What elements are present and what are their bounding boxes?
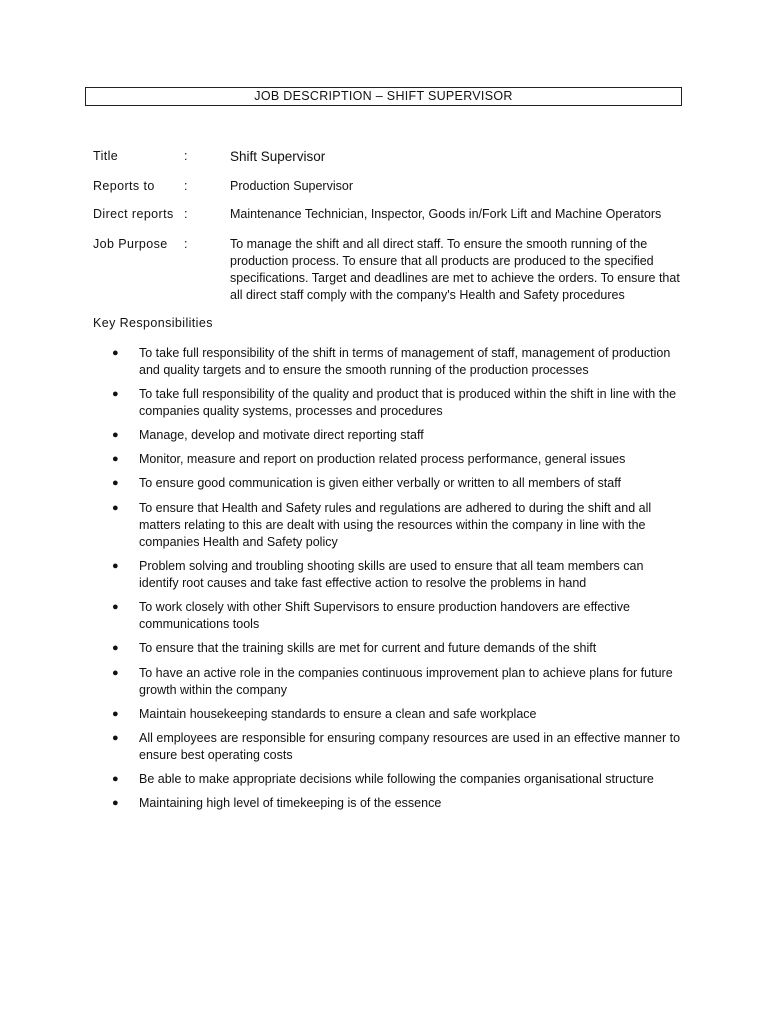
list-item-text: To take full responsibility of the quality and product that is produced within the shift in line with the companies quality systems, processes and procedures: [139, 387, 677, 418]
field-value: Production Supervisor: [230, 179, 353, 193]
list-item-text: To ensure good communication is given either verbally or written to all members of staff: [139, 476, 621, 490]
list-item-text: All employees are responsible for ensuring company resources are used in an effective manner to ensure best operating costs: [139, 731, 681, 762]
list-item-text: To ensure that the training skills are met for current and future demands of the shift: [139, 641, 597, 655]
list-item-text: Maintain housekeeping standards to ensure a clean and safe workplace: [139, 707, 537, 721]
field-value: Shift Supervisor: [230, 149, 326, 164]
bullet-icon: ●: [112, 388, 119, 400]
bullet-icon: ●: [112, 797, 119, 809]
field-colon: :: [184, 149, 188, 163]
field-label: Title: [93, 149, 119, 163]
bullet-icon: ●: [112, 773, 119, 785]
field-label: Direct reports: [93, 207, 174, 221]
bullet-icon: ●: [112, 453, 119, 465]
bullet-icon: ●: [112, 732, 119, 744]
field-colon: :: [184, 179, 188, 193]
bullet-icon: ●: [112, 708, 119, 720]
list-item-text: Maintaining high level of timekeeping is of the essence: [139, 796, 442, 810]
field-colon: :: [184, 207, 188, 221]
field-value: To manage the shift and all direct staff. To ensure the smooth running of the production process. To ensure that all products are produced to the specified specifications. Target and deadlines are met to achieve the orders. To ensure that all direct staff comply with the company's Health and Safety procedures: [230, 237, 680, 302]
list-item-text: To work closely with other Shift Supervisors to ensure production handovers are effective communications tools: [139, 600, 630, 631]
bullet-icon: ●: [112, 429, 119, 441]
field-colon: :: [184, 237, 188, 251]
document-title: JOB DESCRIPTION – SHIFT SUPERVISOR: [85, 87, 682, 106]
list-item-text: To have an active role in the companies continuous improvement plan to achieve plans for future growth within the company: [139, 666, 673, 697]
bullet-icon: ●: [112, 347, 119, 359]
section-heading: Key Responsibilities: [93, 316, 213, 330]
bullet-icon: ●: [112, 667, 119, 679]
field-value: Maintenance Technician, Inspector, Goods in/Fork Lift and Machine Operators: [230, 207, 662, 221]
list-item-text: Problem solving and troubling shooting skills are used to ensure that all team members can identify root causes and take fast effective action to resolve the problems in hand: [139, 559, 644, 590]
list-item-text: Monitor, measure and report on production related process performance, general issues: [139, 452, 626, 466]
list-item-text: Manage, develop and motivate direct reporting staff: [139, 428, 424, 442]
bullet-icon: ●: [112, 477, 119, 489]
list-item-text: To take full responsibility of the shift in terms of management of staff, management of production and quality targets and to ensure the smooth running of the production processes: [139, 346, 671, 377]
list-item-text: To ensure that Health and Safety rules and regulations are adhered to during the shift and all matters relating to this are dealt with using the resources within the company in line with the companies Health and Safety policy: [139, 501, 652, 549]
bullet-icon: ●: [112, 601, 119, 613]
field-label: Job Purpose: [93, 237, 168, 251]
bullet-icon: ●: [112, 560, 119, 572]
list-item-text: Be able to make appropriate decisions while following the companies organisational structure: [139, 772, 654, 786]
bullet-icon: ●: [112, 502, 119, 514]
bullet-icon: ●: [112, 642, 119, 654]
field-label: Reports to: [93, 179, 155, 193]
